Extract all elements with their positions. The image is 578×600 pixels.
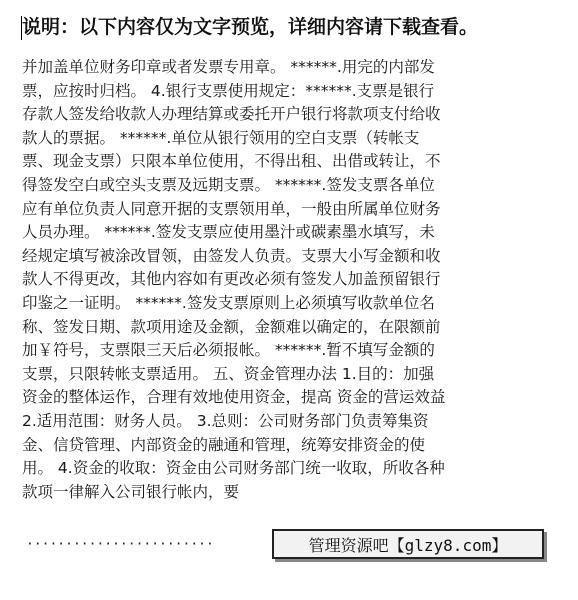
- body-line: 款人的票据。 ******.单位从银行领用的空白支票（转帐支: [22, 128, 420, 147]
- preview-notice: 说明：以下内容仅为文字预览，详细内容请下载查看。: [22, 16, 479, 38]
- body-line: 支票，只限转帐支票适用。 五、资金管理办法 1.目的：加强: [22, 364, 435, 383]
- body-line: 得签发空白或空头支票及远期支票。 ******.签发支票各单位: [22, 175, 435, 194]
- body-line: 票、现金支票）只限本单位使用，不得出租、出借或转让，不: [22, 152, 441, 171]
- body-line: 加￥符号，支票限三天后必须报帐。 ******.暂不填写金额的: [22, 341, 435, 360]
- body-line: 人员办理。 ******.签发支票应使用墨汁或碳素墨水填写，未: [22, 223, 435, 242]
- body-line: 款人不得更改，其他内容如有更改必须有签发人加盖预留银行: [22, 270, 441, 289]
- document-body: [22, 56, 552, 504]
- body-line: 印鉴之一证明。 ******.签发支票原则上必须填写收款单位名: [22, 293, 435, 312]
- body-line: 资金的整体运作，合理有效地使用资金，提高 资金的营运效益: [22, 388, 446, 407]
- source-link-button[interactable]: 管理资源吧【glzy8.com】: [272, 529, 544, 559]
- truncation-dots: ························: [26, 537, 214, 552]
- body-line: 金、信贷管理、内部资金的融通和管理，统筹安排资金的使: [22, 435, 426, 454]
- body-line: 用。 4.资金的收取：资金由公司财务部门统一收取，所收各种: [22, 459, 445, 478]
- body-line: 2.适用范围：财务人员。 3.总则：公司财务部门负责筹集资: [22, 411, 429, 430]
- body-line: 经规定填写被涂改冒领，由签发人负责。支票大小写金额和收: [22, 246, 441, 265]
- body-line: 存款人签发给收款人办理结算或委托开户银行将款项支付给收: [22, 105, 441, 124]
- body-line: 款项一律解入公司银行帐内，要: [22, 482, 240, 501]
- body-line: 并加盖单位财务印章或者发票专用章。 ******.用完的内部发: [22, 58, 435, 76]
- body-line: 票，应按时归档。 4.银行支票使用规定：******.支票是银行: [22, 81, 435, 100]
- body-line: 称、签发日期、款项用途及金额，金额难以确定的，在限额前: [22, 317, 441, 336]
- body-line: 应有单位负责人同意开据的支票领用单，一般由所属单位财务: [22, 199, 441, 218]
